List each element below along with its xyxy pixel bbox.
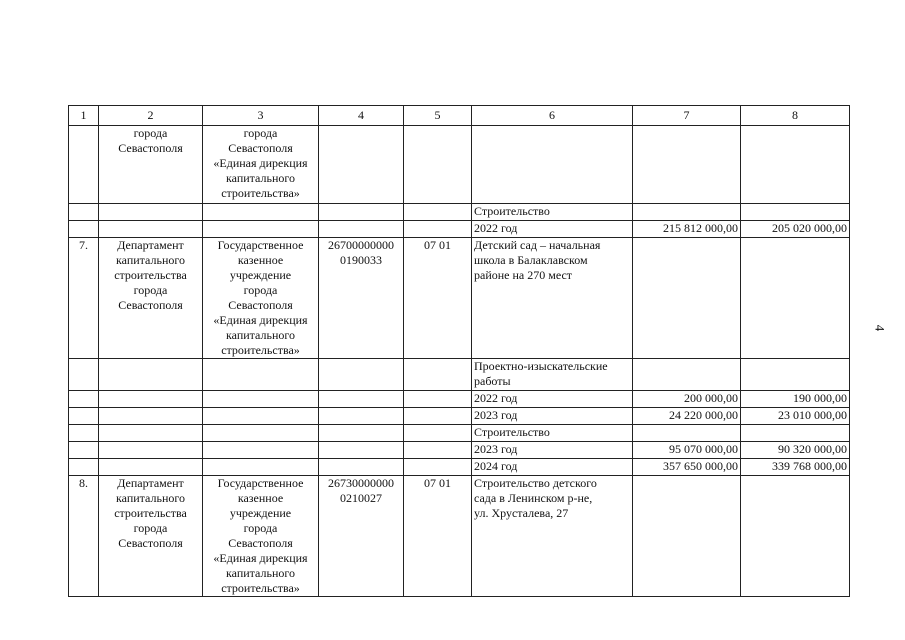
page-number: 4 — [872, 324, 888, 332]
col-header-7: 7 — [633, 106, 741, 126]
table-row — [69, 391, 850, 408]
table-row — [69, 476, 850, 597]
header-row — [69, 106, 850, 126]
year-label: 2024 год — [472, 459, 633, 476]
col-header-2: 2 — [99, 106, 203, 126]
table-row — [69, 238, 850, 359]
section-label: Проектно-изыскательские работы — [472, 359, 633, 391]
amount-col7: 200 000,00 — [633, 391, 741, 408]
table-row — [69, 425, 850, 442]
col-header-4: 4 — [319, 106, 404, 126]
section-label: Строительство — [472, 425, 633, 442]
row-number: 7. — [69, 238, 99, 359]
col-header-1: 1 — [69, 106, 99, 126]
amount-col7: 215 812 000,00 — [633, 221, 741, 238]
amount-col8: 90 320 000,00 — [741, 442, 850, 459]
object-name-cell: Детский сад – начальная школа в Балаклавском районе на 270 мест — [472, 238, 633, 359]
amount-col8: 205 020 000,00 — [741, 221, 850, 238]
amount-col8: 23 010 000,00 — [741, 408, 850, 425]
amount-col8: 190 000,00 — [741, 391, 850, 408]
amount-col7: 95 070 000,00 — [633, 442, 741, 459]
table-row — [69, 204, 850, 221]
col-header-3: 3 — [203, 106, 319, 126]
table-row — [69, 359, 850, 391]
institution-cell: Государственное казенное учреждение города Севастополя «Единая дирекция капитального строительства» — [203, 238, 319, 359]
row-number: 8. — [69, 476, 99, 597]
year-label: 2022 год — [472, 391, 633, 408]
section-code-cell: 07 01 — [404, 238, 472, 359]
amount-col7: 357 650 000,00 — [633, 459, 741, 476]
amount-col8: 339 768 000,00 — [741, 459, 850, 476]
table-row — [69, 442, 850, 459]
year-label: 2022 год — [472, 221, 633, 238]
col-header-6: 6 — [472, 106, 633, 126]
code-cell: 26700000000 0190033 — [319, 238, 404, 359]
institution-cell: города Севастополя «Единая дирекция капитального строительства» — [203, 126, 319, 204]
col-header-5: 5 — [404, 106, 472, 126]
section-code-cell: 07 01 — [404, 476, 472, 597]
col-header-8: 8 — [741, 106, 850, 126]
table-row — [69, 459, 850, 476]
department-cell: Департамент капитального строительства города Севастополя — [99, 238, 203, 359]
budget-table — [68, 105, 850, 597]
department-cell: города Севастополя — [99, 126, 203, 204]
year-label: 2023 год — [472, 408, 633, 425]
year-label: 2023 год — [472, 442, 633, 459]
institution-cell: Государственное казенное учреждение города Севастополя «Единая дирекция капитального строительства» — [203, 476, 319, 597]
object-name-cell: Строительство детского сада в Ленинском р-не, ул. Хрусталева, 27 — [472, 476, 633, 597]
amount-col7: 24 220 000,00 — [633, 408, 741, 425]
table-row — [69, 221, 850, 238]
department-cell: Департамент капитального строительства города Севастополя — [99, 476, 203, 597]
table-row — [69, 408, 850, 425]
code-cell: 26730000000 0210027 — [319, 476, 404, 597]
table-row — [69, 126, 850, 204]
section-label: Строительство — [472, 204, 633, 221]
